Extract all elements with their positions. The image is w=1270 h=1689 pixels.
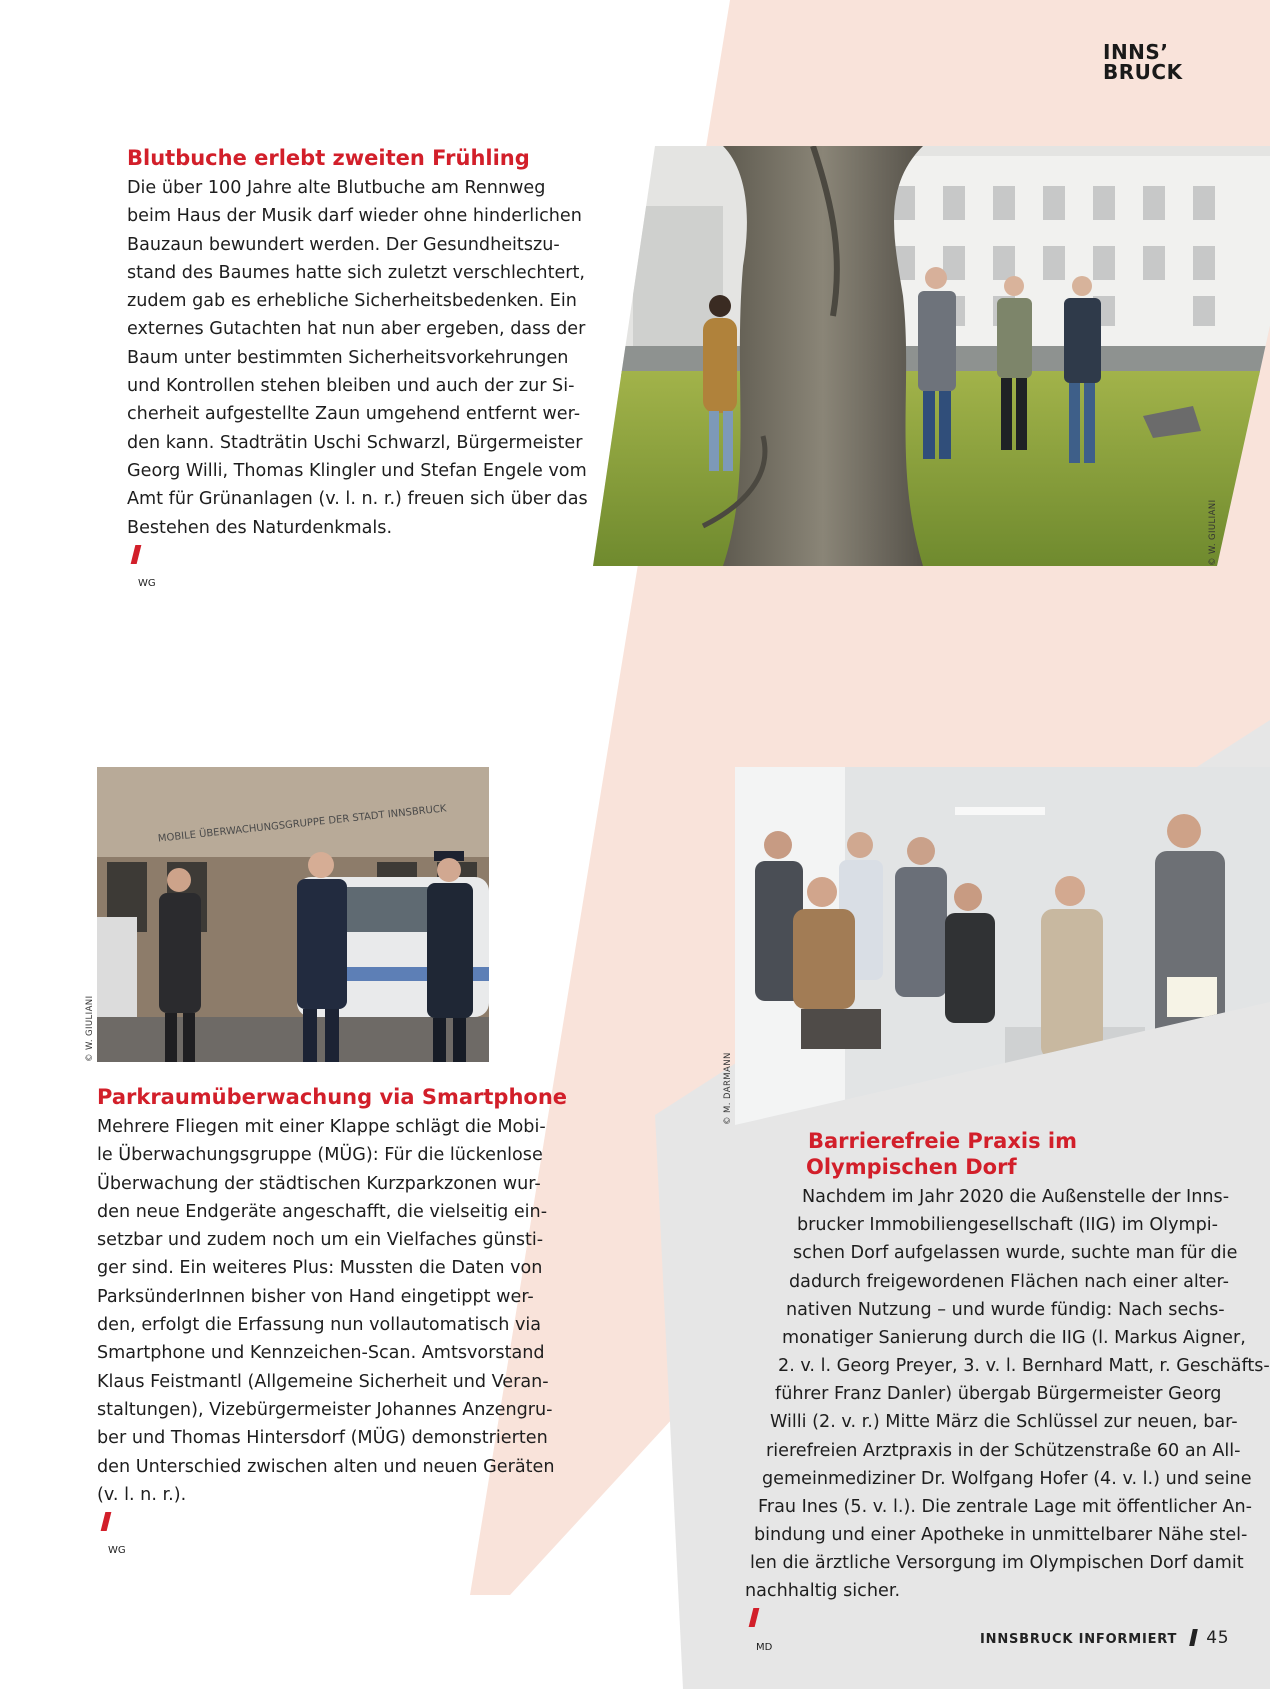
author-initials: MD: [756, 1641, 773, 1653]
logo-line-1: INNS’: [1103, 40, 1169, 64]
body-line: führer Franz Danler) übergab Bürgermeister Georg: [775, 1384, 1222, 1404]
body-line: und Kontrollen stehen bleiben und auch der zur Si-: [127, 376, 575, 397]
body-line: len die ärztliche Versorgung im Olympischen Dorf damit: [750, 1553, 1244, 1573]
body-line: setzbar und zudem noch um ein Vielfaches günsti-: [97, 1230, 544, 1251]
end-slash-icon: [131, 545, 142, 564]
article-title: Parkraumüberwachung via Smartphone: [97, 1085, 568, 1109]
body-line: dadurch freigewordenen Flächen nach einer alter-: [789, 1272, 1229, 1292]
body-line: den kann. Stadträtin Uschi Schwarzl, Bürgermeister: [127, 432, 583, 453]
author-initials: WG: [138, 578, 156, 590]
body-line-last: [745, 1577, 900, 1662]
photo-credit-parking: © W. GIULIANI: [85, 995, 95, 1062]
photo-parking-enforcement: [97, 767, 489, 1062]
building-sign-text: MOBILE ÜBERWACHUNGSGRUPPE DER STADT INNSBRUCK: [157, 803, 447, 845]
body-line: monatiger Sanierung durch die IIG (l. Markus Aigner,: [782, 1328, 1246, 1348]
body-line: schen Dorf aufgelassen wurde, suchte man für die: [793, 1243, 1238, 1263]
body-line-text: Bestehen des Naturdenkmals.: [127, 517, 393, 538]
body-line: stand des Baumes hatte sich zuletzt verschlechtert,: [127, 262, 586, 283]
body-line: Nachdem im Jahr 2020 die Außenstelle der Inns-: [802, 1187, 1230, 1207]
body-line: gemeinmediziner Dr. Wolfgang Hofer (4. v. l.) und seine: [762, 1469, 1252, 1489]
article-body: [97, 1113, 567, 1566]
body-line: den, erfolgt die Erfassung nun vollautomatisch via: [97, 1315, 542, 1336]
logo-line-2: BRUCK: [1103, 60, 1183, 84]
body-line: le Überwachungsgruppe (MÜG): Für die lückenlose: [97, 1145, 543, 1166]
page-number: 45: [1206, 1628, 1230, 1648]
body-line: beim Haus der Musik darf wieder ohne hinderlichen: [127, 206, 582, 227]
photo-credit-tree: © W. GIULIANI: [1208, 499, 1218, 566]
body-line: brucker Immobiliengesellschaft (IIG) im Olympi-: [797, 1215, 1219, 1235]
innsbruck-logo: [1103, 42, 1183, 82]
body-line: bindung und einer Apotheke in unmittelbarer Nähe stel-: [754, 1525, 1248, 1545]
title-line-1: Barrierefreie Praxis im: [808, 1129, 1077, 1153]
body-line: externes Gutachten hat nun aber ergeben, dass der: [127, 319, 586, 340]
body-line: Smartphone und Kennzeichen-Scan. Amtsvorstand: [97, 1343, 545, 1364]
end-slash-icon: [101, 1512, 112, 1531]
body-line: cherheit aufgestellte Zaun umgehend entfernt wer-: [127, 404, 581, 425]
body-line-last: [127, 514, 588, 599]
body-line: den Unterschied zwischen alten und neuen Geräten: [97, 1456, 555, 1477]
body-line: 2. v. l. Georg Preyer, 3. v. l. Bernhard Matt, r. Geschäfts-: [778, 1356, 1270, 1376]
photo-blood-beech-tree: [593, 146, 1270, 566]
article-title: Blutbuche erlebt zweiten Frühling: [127, 146, 530, 170]
article-title: [808, 1128, 1077, 1180]
article-blood-beech: [127, 145, 588, 598]
body-line: staltungen), Vizebürgermeister Johannes Anzengru-: [97, 1399, 553, 1420]
body-line: Amt für Grünanlagen (v. l. n. r.) freuen sich über das: [127, 489, 588, 510]
body-line: den neue Endgeräte angeschafft, die vielseitig ein-: [97, 1201, 548, 1222]
photo-medical-practice-group: [735, 767, 1270, 1125]
body-line-text: (v. l. n. r.).: [97, 1484, 187, 1505]
body-line: nativen Nutzung – und wurde fündig: Nach sechs-: [786, 1300, 1225, 1320]
photo-credit-practice: © M. DARMANN: [723, 1052, 733, 1125]
body-line-last: [97, 1481, 567, 1566]
body-line: ParksünderInnen bisher von Hand eingetippt wer-: [97, 1286, 534, 1307]
body-line: Die über 100 Jahre alte Blutbuche am Rennweg: [127, 178, 546, 198]
body-line: Baum unter bestimmten Sicherheitsvorkehrungen: [127, 347, 569, 368]
body-line: Bauzaun bewundert werden. Der Gesundheitszu-: [127, 234, 560, 255]
body-line: Willi (2. v. r.) Mitte März die Schlüssel zur neuen, bar-: [770, 1412, 1238, 1432]
body-line: ber und Thomas Hintersdorf (MÜG) demonstrierten: [97, 1428, 548, 1449]
body-line: Frau Ines (5. v. l.). Die zentrale Lage mit öffentlicher An-: [758, 1497, 1253, 1517]
publication-name: INNSBRUCK INFORMIERT: [980, 1632, 1178, 1647]
page-footer: [980, 1628, 1229, 1648]
body-line: rierefreien Arztpraxis in der Schützenstraße 60 an All-: [766, 1441, 1241, 1461]
footer-divider: [1189, 1629, 1198, 1646]
body-line-text: nachhaltig sicher.: [745, 1581, 901, 1601]
body-line: Georg Willi, Thomas Klingler und Stefan Engele vom: [127, 460, 587, 481]
body-line: Überwachung der städtischen Kurzparkzonen wur-: [97, 1173, 541, 1194]
body-line: ger sind. Ein weiteres Plus: Mussten die Daten von: [97, 1258, 543, 1279]
body-line: Klaus Feistmantl (Allgemeine Sicherheit und Veran-: [97, 1371, 549, 1392]
article-parking-smartphone: [97, 1084, 567, 1566]
body-line: Mehrere Fliegen mit einer Klappe schlägt die Mobi-: [97, 1117, 546, 1137]
body-line: zudem gab es erhebliche Sicherheitsbedenken. Ein: [127, 291, 577, 312]
title-line-2: Olympischen Dorf: [806, 1155, 1017, 1179]
author-initials: WG: [108, 1545, 126, 1557]
article-body: [127, 174, 588, 598]
end-slash-icon: [749, 1608, 760, 1627]
